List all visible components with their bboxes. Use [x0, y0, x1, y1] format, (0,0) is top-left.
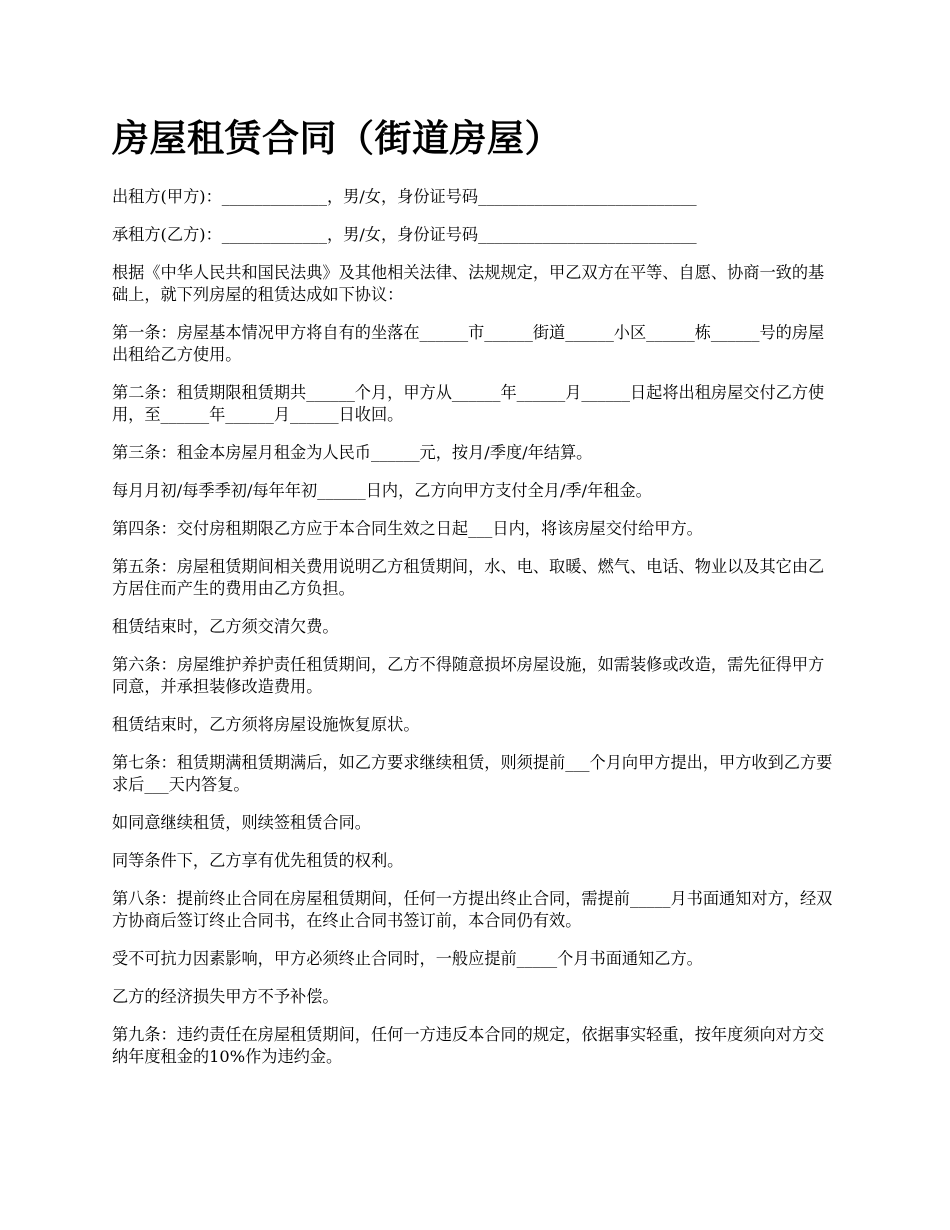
- renewal-paragraph: 如同意继续租赁，则续签租赁合同。: [112, 813, 371, 832]
- no-compensation-paragraph: 乙方的经济损失甲方不予补偿。: [112, 987, 339, 1006]
- priority-lease-paragraph: 同等条件下，乙方享有优先租赁的权利。: [112, 851, 404, 870]
- lessee-line: 承租方(乙方)：_____________，男/女，身份证号码___________________________: [112, 225, 697, 244]
- article-3-paragraph: 第三条：租金本房屋月租金为人民币______元，按月/季度/年结算。: [112, 443, 593, 462]
- article-2-paragraph: 第二条：租赁期限租赁期共______个月，甲方从______年______月______日起将出租房屋交付乙方使用，至______年______月______日收回。: [112, 383, 825, 424]
- contract-page: [112, 112, 840, 1084]
- article-4-paragraph: 第四条：交付房租期限乙方应于本合同生效之日起___日内，将该房屋交付给甲方。: [112, 519, 703, 538]
- article-5-paragraph: 第五条：房屋租赁期间相关费用说明乙方租赁期间，水、电、取暖、燃气、电话、物业以及其它由乙方居住而产生的费用由乙方负担。: [112, 557, 825, 598]
- preamble-paragraph: 根据《中华人民共和国民法典》及其他相关法律、法规规定，甲乙双方在平等、自愿、协商一致的基础上，就下列房屋的租赁达成如下协议：: [112, 263, 825, 304]
- article-6-paragraph: 第六条：房屋维护养护责任租赁期间，乙方不得随意损坏房屋设施，如需装修或改造，需先征得甲方同意，并承担装修改造费用。: [112, 655, 825, 696]
- settle-arrears-paragraph: 租赁结束时，乙方须交清欠费。: [112, 617, 339, 636]
- restore-condition-paragraph: 租赁结束时，乙方须将房屋设施恢复原状。: [112, 715, 420, 734]
- document-title: 房屋租赁合同（街道房屋）: [112, 116, 562, 160]
- article-8-paragraph: 第八条：提前终止合同在房屋租赁期间，任何一方提出终止合同，需提前_____月书面通知对方，经双方协商后签订终止合同书，在终止合同书签订前，本合同仍有效。: [112, 889, 833, 930]
- article-1-paragraph: 第一条：房屋基本情况甲方将自有的坐落在______市______街道______小区______栋______号的房屋出租给乙方使用。: [112, 323, 825, 364]
- rent-payment-paragraph: 每月月初/每季季初/每年年初______日内，乙方向甲方支付全月/季/年租金。: [112, 481, 652, 500]
- article-7-paragraph: 第七条：租赁期满租赁期满后，如乙方要求继续租赁，则须提前___个月向甲方提出，甲方收到乙方要求后___天内答复。: [112, 753, 833, 794]
- article-9-paragraph: 第九条：违约责任在房屋租赁期间，任何一方违反本合同的规定，依据事实轻重，按年度须向对方交纳年度租金的10%作为违约金。: [112, 1025, 825, 1066]
- force-majeure-paragraph: 受不可抗力因素影响，甲方必须终止合同时，一般应提前_____个月书面通知乙方。: [112, 949, 703, 968]
- lessor-line: 出租方(甲方)：_____________，男/女，身份证号码___________________________: [112, 187, 697, 206]
- contract-body: [112, 186, 840, 1068]
